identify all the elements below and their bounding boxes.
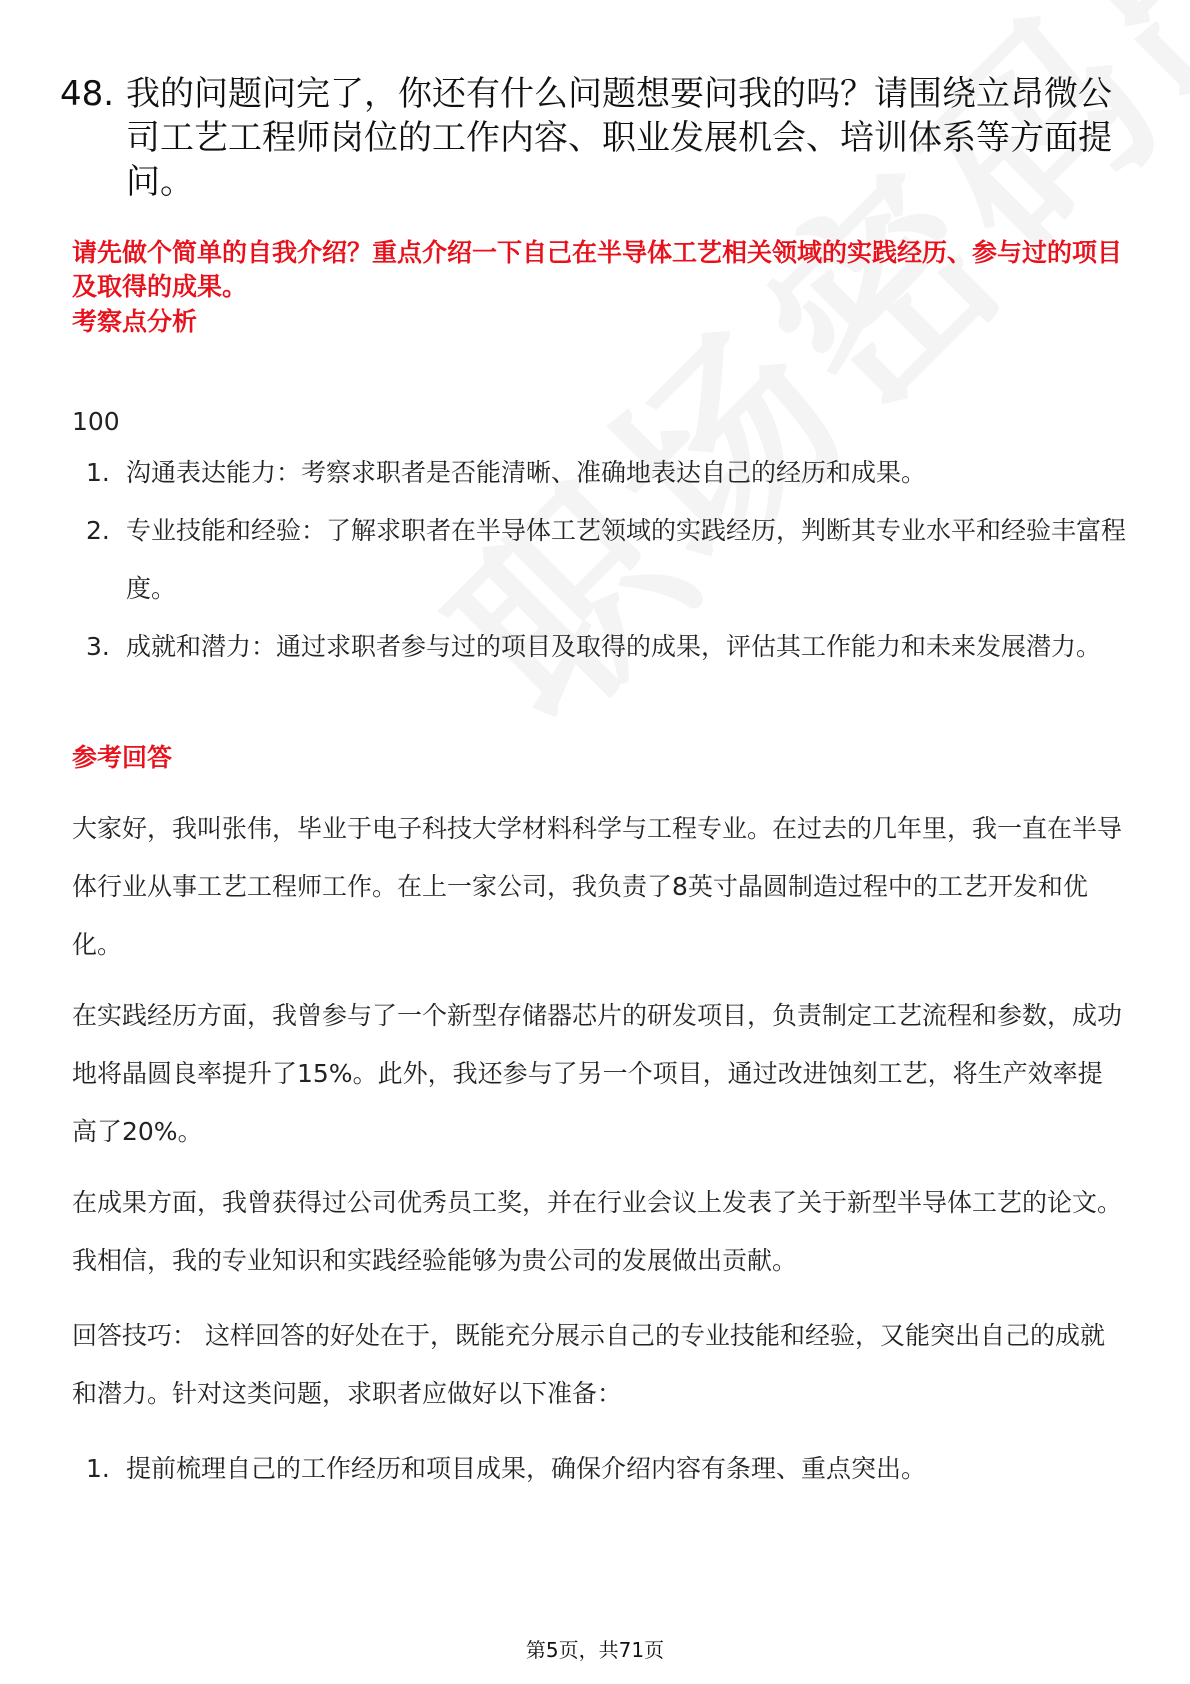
analysis-list <box>86 444 1126 676</box>
list-item-number: 1. <box>86 458 110 487</box>
answer-paragraph: 在实践经历方面，我曾参与了一个新型存储器芯片的研发项目，负责制定工艺流程和参数，成功地将晶圆良率提升了15%。此外，我还参与了另一个项目，通过改进蚀刻工艺，将生产效率提高了20%。 <box>72 1001 1123 1146</box>
list-item <box>86 502 1126 618</box>
question-number: 48. <box>60 74 115 114</box>
list-item <box>86 618 1126 676</box>
page-footer: 第5页，共71页 <box>525 1638 665 1662</box>
list-item-number: 1. <box>86 1454 110 1483</box>
question-heading <box>60 72 1120 204</box>
answer-paragraph: 大家好，我叫张伟，毕业于电子科技大学材料科学与工程专业。在过去的几年里，我一直在半导体行业从事工艺工程师工作。在上一家公司，我负责了8英寸晶圆制造过程中的工艺开发和优化。 <box>72 814 1123 959</box>
list-item <box>86 444 1126 502</box>
analysis-title: 考察点分析 <box>72 307 198 336</box>
list-item <box>86 1440 1126 1498</box>
answer-tips-paragraph: 回答技巧： 这样回答的好处在于，既能充分展示自己的专业技能和经验，又能突出自己的成就和潜力。针对这类问题，求职者应做好以下准备： <box>72 1321 1105 1408</box>
list-item-text: 沟通表达能力：考察求职者是否能清晰、准确地表达自己的经历和成果。 <box>126 458 927 487</box>
list-item-number: 2. <box>86 516 110 545</box>
list-item-number: 3. <box>86 632 110 661</box>
question-text: 我的问题问完了，你还有什么问题想要问我的吗？请围绕立昂微公司工艺工程师岗位的工作内容、职业发展机会、培训体系等方面提问。 <box>126 74 1112 202</box>
answer-title: 参考回答 <box>72 743 173 772</box>
list-item-text: 成就和潜力：通过求职者参与过的项目及取得的成果，评估其工作能力和未来发展潜力。 <box>126 632 1102 661</box>
tips-list <box>86 1440 1126 1498</box>
answer-paragraph: 在成果方面，我曾获得过公司优秀员工奖，并在行业会议上发表了关于新型半导体工艺的论文。我相信，我的专业知识和实践经验能够为贵公司的发展做出贡献。 <box>72 1188 1123 1275</box>
score-value: 100 <box>72 407 120 436</box>
list-item-text: 专业技能和经验：了解求职者在半导体工艺领域的实践经历，判断其专业水平和经验丰富程度。 <box>126 516 1127 603</box>
sub-question: 请先做个简单的自我介绍？重点介绍一下自己在半导体工艺相关领域的实践经历、参与过的项目及取得的成果。 <box>72 238 1123 301</box>
list-item-text: 提前梳理自己的工作经历和项目成果，确保介绍内容有条理、重点突出。 <box>126 1454 927 1483</box>
